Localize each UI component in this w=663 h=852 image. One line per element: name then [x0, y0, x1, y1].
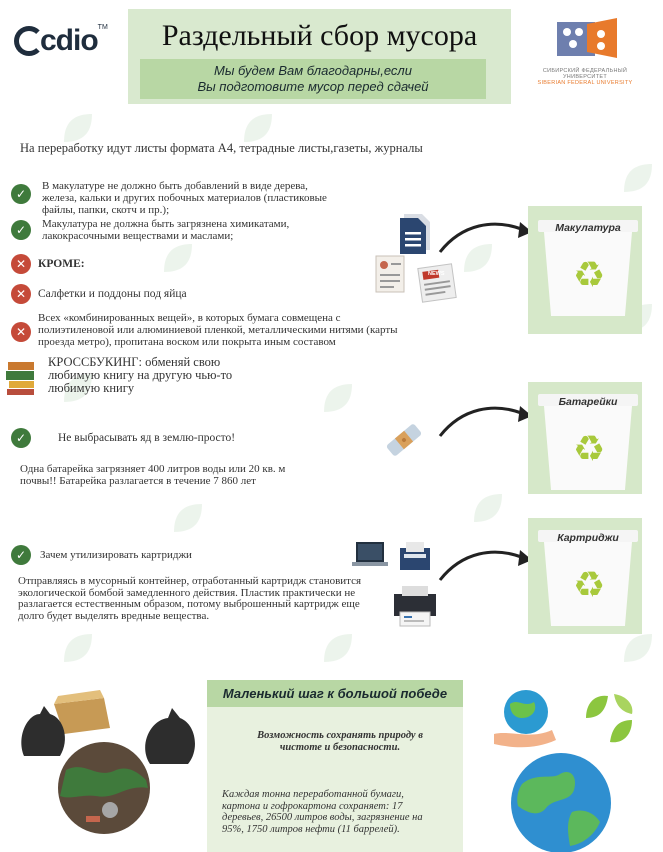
- battery-icon: [382, 418, 426, 467]
- battery-bin-label: Батарейки: [558, 396, 618, 408]
- subtitle-box: [140, 59, 486, 99]
- footer-stat-line-1: Каждая тонна переработанной бумаги,: [222, 789, 404, 800]
- cartridge-item: Зачем утилизировать картриджи: [40, 549, 192, 561]
- university-name-en: SIBERIAN FEDERAL UNIVERSITY: [537, 80, 633, 86]
- paper-bin-panel: [528, 206, 642, 334]
- arrow-icon: [436, 216, 536, 258]
- printer-icon: [390, 584, 440, 633]
- newspaper-icon: [414, 260, 460, 311]
- check-icon: ✓: [11, 184, 31, 204]
- hand-globe-icon: [490, 682, 562, 759]
- paper-item-3: Салфетки и поддоны под яйца: [38, 288, 187, 300]
- cross-icon: ✕: [11, 254, 31, 274]
- footer-stat-line-4: 95%, 1750 литров нефти (11 баррелей).: [222, 823, 400, 835]
- arrow-icon: [436, 544, 536, 586]
- cross-icon: ✕: [11, 284, 31, 304]
- arrow-icon: [436, 400, 536, 442]
- paper-item-1-line-3: файлы, папки, скотч и пр.);: [42, 204, 170, 216]
- footer-motto-line-2: чистоте и безопасности.: [279, 742, 401, 753]
- cartridge-fact: [18, 576, 361, 622]
- cartridge-fact-line-3: разлагается естественным образом, потому выброшенный картридж еще: [18, 598, 360, 610]
- battery-item: Не выбрасывать яд в землю-просто!: [58, 432, 236, 444]
- cartridge-fact-line-2: экологической бомбой замедленного действия. Пластик практически не: [18, 586, 356, 599]
- books-icon: [6, 360, 36, 401]
- footer-statistics: [222, 789, 423, 835]
- laptop-icon: [350, 540, 390, 575]
- recycle-icon: ♻: [572, 255, 606, 296]
- footer-motto: [240, 730, 440, 754]
- paper-item-4-line-1: Всех «комбинированных вещей», в которых бумага совмещена с: [38, 312, 341, 324]
- cartridge-bin-label: Картриджи: [557, 532, 619, 544]
- crossbooking-line-3: любимую книгу: [48, 381, 135, 395]
- logo-trademark: TM: [97, 24, 108, 31]
- cartridge-fact-line-1: Отправляясь в мусорный контейнер, отработанный картридж становится: [18, 575, 362, 587]
- cross-icon: ✕: [11, 322, 31, 342]
- newspaper-label: NEWS: [428, 271, 445, 277]
- paper-item-4-line-2: полиэтиленовой или алюминиевой пленкой, металлическими нитями (карты: [38, 324, 398, 336]
- battery-fact: [20, 463, 285, 487]
- footer-stat-line-2: картона и гофрокартона сохраняет: 17: [222, 800, 403, 812]
- battery-fact-line-2: почвы!! Батарейка разлагается в течение 7 860 лет: [20, 475, 256, 487]
- paper-item-2-line-1: Макулатура не должна быть загрязнена химикатами,: [42, 218, 290, 230]
- crossbooking-line-1: КРОССБУКИНГ: обменяй свою: [48, 355, 221, 369]
- crossbooking-text: [48, 356, 232, 395]
- battery-bin: [538, 394, 638, 492]
- cdio-logo: [14, 24, 108, 58]
- paper-item-1-line-1: В макулатуре не должно быть добавлений в виде дерева,: [42, 180, 308, 192]
- footer-motto-line-1: Возможность сохранять природу в: [257, 730, 423, 741]
- paper-item-4-line-3: проезда метро), пропитана воском или покрыта иным составом: [38, 336, 336, 348]
- cartridge-bin-panel: [528, 518, 642, 634]
- slogan-banner: Маленький шаг к большой победе: [207, 680, 463, 708]
- university-emblem-icon: [549, 16, 621, 64]
- battery-bin-panel: [528, 382, 642, 494]
- check-icon: ✓: [11, 428, 31, 448]
- cartridge-bin: [538, 530, 638, 628]
- globe-icon: [508, 750, 614, 852]
- university-logo: [530, 16, 640, 86]
- form-document-icon: [374, 254, 408, 299]
- university-name-ru: СИБИРСКИЙ ФЕДЕРАЛЬНЫЙ УНИВЕРСИТЕТ: [542, 68, 628, 80]
- paper-item-2: [42, 218, 289, 242]
- leaves-recycle-icon: [578, 688, 640, 755]
- subtitle-line-2: Вы подготовите мусор перед сдачей: [197, 79, 429, 94]
- paper-item-4: [38, 312, 398, 348]
- battery-fact-line-1: Одна батарейка загрязняет 400 литров воды или 20 кв. м: [20, 463, 286, 475]
- subtitle-line-1: Мы будем Вам благодарны,если: [214, 63, 412, 78]
- paper-bin-label: Макулатура: [555, 222, 621, 234]
- paper-bin: [538, 220, 638, 318]
- paper-item-1: [42, 180, 327, 216]
- recycle-icon: ♻: [572, 565, 606, 606]
- logo-text: cdio: [40, 24, 98, 57]
- header-title-box: [128, 9, 511, 104]
- cartridge-fact-line-4: долго будет выделять вредные вещества.: [18, 609, 210, 622]
- footer-stat-line-3: деревьев, 26500 литров воды, загрязнение на: [222, 812, 423, 823]
- paper-intro: На переработку идут листы формата А4, тетрадные листы,газеты, журналы: [20, 141, 423, 155]
- crossbooking-line-2: любимую книгу на другую чью-то: [48, 368, 233, 382]
- check-icon: ✓: [11, 220, 31, 240]
- paper-item-1-line-2: железа, кальки и других побочных материалов (пластиковые: [42, 192, 327, 204]
- fax-icon: [398, 540, 432, 577]
- paper-except: КРОМЕ:: [38, 258, 85, 270]
- check-icon: ✓: [11, 545, 31, 565]
- page-title: Раздельный сбор мусора: [161, 19, 478, 52]
- paper-item-2-line-2: лакокрасочными веществами и маслами;: [42, 230, 234, 242]
- polluted-globe-icon: [56, 740, 152, 841]
- recycle-icon: ♻: [572, 429, 606, 470]
